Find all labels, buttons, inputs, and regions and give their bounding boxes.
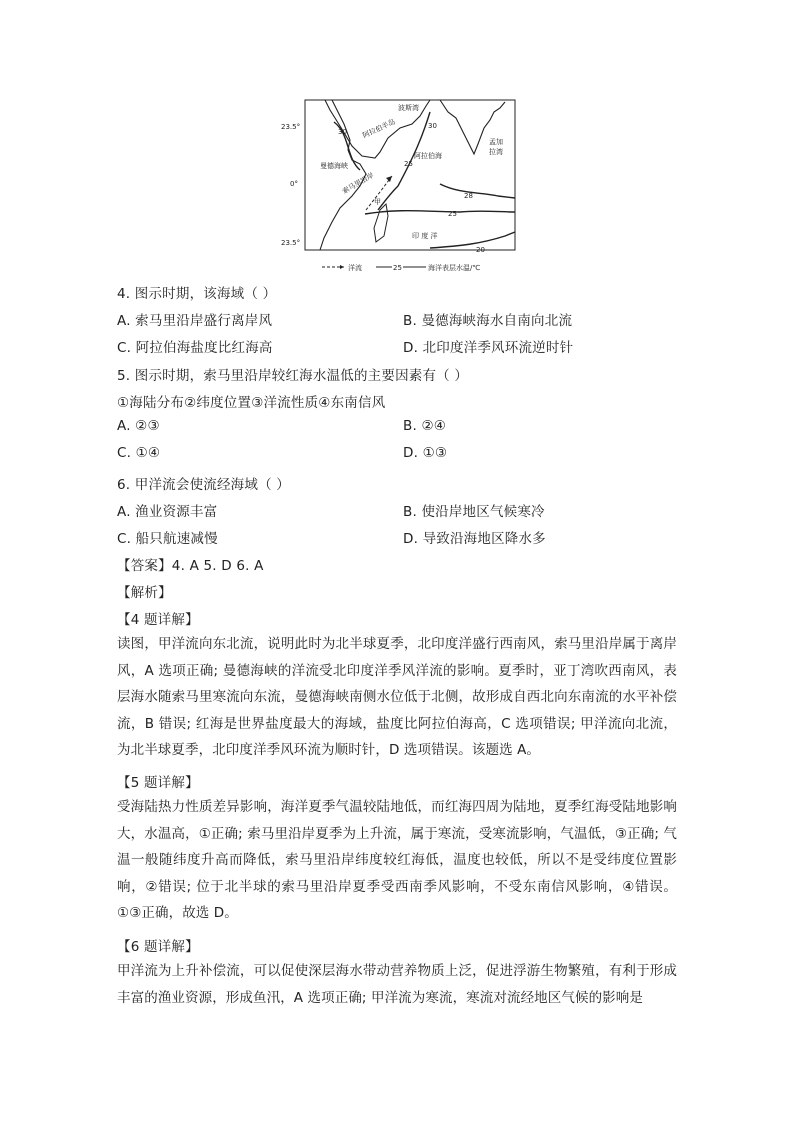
label-arabian-peninsula: 阿拉伯半岛 [361, 117, 397, 140]
madagascar [374, 204, 388, 242]
legend-iso-label: 海洋表层水温/℃ [428, 264, 481, 272]
detail-5-text: 受海陆热力性质差异影响，海洋夏季气温较陆地低，而红海四周为陆地，夏季红海受陆地影响大，水温高，①正确; 索马里沿岸夏季为上升流，属于寒流，受寒流影响，气温低，③正确; 气温一般随纬度升高而降低，索马里沿岸纬度较红海低，温度也较低，所以不是受纬度位置影响，②错误; 位于北半球的索马里沿岸夏季受西南季风影响，不受东南信风影响，④错误。①③正确，故选 D。 [117, 799, 677, 921]
label-somali: 索马里沿岸 [341, 171, 376, 196]
lat-label-bottom: 23.5° [281, 239, 301, 247]
legend-current-label: 洋流 [348, 264, 362, 272]
indian-ocean-map [280, 98, 520, 276]
label-persian-gulf: 波斯湾 [398, 104, 419, 112]
q5-items: ①海陆分布②纬度位置③洋流性质④东南信风 [117, 395, 386, 411]
q4-option-a: A. 索马里沿岸盛行离岸风 [117, 313, 273, 329]
q5-option-a: A. ②③ [117, 418, 160, 434]
q4-option-c: C. 阿拉伯海盐度比红海高 [117, 340, 273, 356]
africa-coastline [320, 100, 366, 250]
q5-stem: 5. 图示时期，索马里沿岸较红海水温低的主要因素有（ ） [117, 368, 469, 384]
q6-option-a: A. 渔业资源丰富 [117, 504, 218, 520]
q5-option-d: D. ①③ [403, 445, 448, 461]
q4-option-d: D. 北印度洋季风环流逆时针 [403, 340, 574, 356]
q6-option-b: B. 使沿岸地区气候寒冷 [403, 504, 545, 520]
iso-label-30a: 30 [338, 128, 347, 136]
label-jia: 甲 [374, 198, 381, 206]
label-bengal-bay-2: 拉湾 [489, 148, 503, 156]
lat-label-top: 23.5° [281, 123, 301, 131]
map-frame [305, 100, 515, 250]
iso-label-28: 28 [464, 192, 473, 200]
q5-option-c: C. ①④ [117, 445, 161, 461]
current-arrowhead [386, 176, 392, 182]
q6-option-c: C. 船只航速减慢 [117, 531, 218, 547]
label-arabian-sea: 阿拉伯海 [414, 152, 442, 160]
detail-4-text: 读图，甲洋流向东北流，说明此时为北半球夏季，北印度洋盛行西南风，索马里沿岸属于离岸风，A 选项正确; 曼德海峡的洋流受北印度洋季风洋流的影响。夏季时，亚丁湾吹西南风，表层海水随索马里寒流向东流，曼德海峡南侧水位低于北侧，故形成自西北向东南流的水平补偿流，B 错误; 红海是世界盐度最大的海域，盐度比阿拉伯海高，C 选项错误; 甲洋流向北流，为北半球夏季，北印度洋季风环流为顺时针，D 选项错误。该题选 A。 [117, 636, 677, 758]
label-indian-ocean: 印 度 洋 [412, 232, 438, 240]
q5-option-b: B. ②④ [403, 418, 447, 434]
detail-4-title: 【4 题详解】 [117, 612, 199, 628]
detail-5-title: 【5 题详解】 [117, 775, 199, 791]
analysis-title: 【解析】 [117, 585, 172, 601]
isotherm-28 [440, 184, 515, 198]
iso-label-25b: 25 [448, 210, 457, 218]
q4-option-b: B. 曼德海峡海水自南向北流 [403, 313, 573, 329]
isotherm-20 [430, 232, 515, 248]
legend-iso-value: 25 [393, 264, 402, 272]
detail-6-title: 【6 题详解】 [117, 939, 199, 955]
lat-label-equator: 0° [290, 180, 298, 188]
q6-option-d: D. 导致沿海地区降水多 [403, 531, 546, 547]
q6-stem: 6. 甲洋流会使流经海域（ ） [117, 477, 290, 493]
answer-line: 【答案】4. A 5. D 6. A [117, 558, 264, 574]
legend-current-arrow [340, 265, 344, 269]
label-bengal-bay-1: 孟加 [489, 138, 503, 146]
label-mandeb: 曼德海峡 [320, 162, 348, 170]
q4-stem: 4. 图示时期，该海域（ ） [117, 286, 277, 302]
iso-label-30b: 30 [428, 122, 437, 130]
iso-label-25a: 25 [404, 160, 413, 168]
detail-6-text: 甲洋流为上升补偿流，可以促使深层海水带动营养物质上泛，促进浮游生物繁殖，有利于形成丰富的渔业资源，形成鱼汛，A 选项正确; 甲洋流为寒流，寒流对流经地区气候的影响是 [117, 963, 677, 1006]
iso-label-20: 20 [476, 246, 485, 254]
